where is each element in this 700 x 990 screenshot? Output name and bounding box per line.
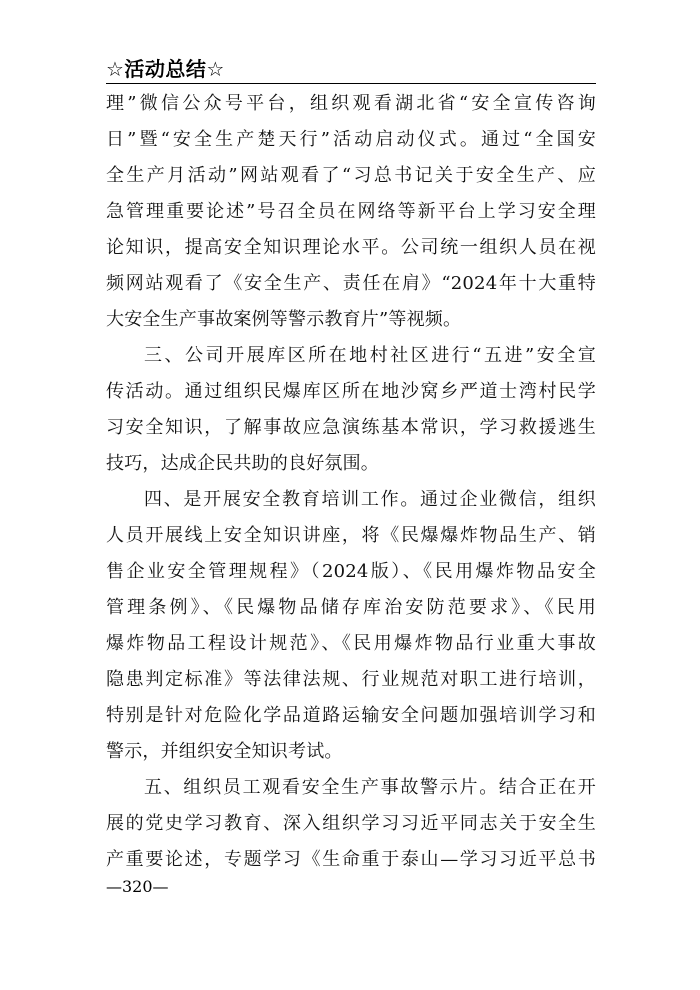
- text-line: 频网站观看了《安全生产、责任在肩》“2024年十大重特: [106, 273, 596, 294]
- page-header: [106, 56, 596, 84]
- text-line: 特别是针对危险化学品道路运输安全问题加强培训学习和: [106, 705, 596, 726]
- header-title: ☆活动总结☆: [106, 57, 225, 81]
- text-line: 理”微信公众号平台，组织观看湖北省“安全宣传咨询: [106, 93, 596, 114]
- text-line: 人员开展线上安全知识讲座，将《民爆爆炸物品生产、销: [106, 525, 596, 546]
- text-line: 隐患判定标准》等法律法规、行业规范对职工进行培训，: [106, 669, 596, 690]
- text-line: 全生产月活动”网站观看了“习总书记关于安全生产、应: [106, 165, 596, 186]
- header-divider: [106, 83, 596, 84]
- text-line: 警示，并组织安全知识考试。: [106, 741, 343, 762]
- text-line: 论知识，提高安全知识理论水平。公司统一组织人员在视: [106, 237, 596, 258]
- text-line: 五、组织员工观看安全生产事故警示片。结合正在开: [144, 777, 596, 798]
- text-line: 习安全知识，了解事故应急演练基本常识，学习救援逃生: [106, 417, 596, 438]
- body-text: [106, 86, 596, 878]
- paragraph-item-five: [106, 770, 596, 878]
- text-line: 急管理重要论述”号召全员在网络等新平台上学习安全理: [106, 201, 596, 222]
- text-line: 产重要论述，专题学习《生命重于泰山—学习习近平总书: [106, 849, 596, 870]
- text-line: 管理条例》、《民爆物品储存库治安防范要求》、《民用: [106, 597, 596, 618]
- text-line: 展的党史学习教育、深入组织学习习近平同志关于安全生: [106, 813, 596, 834]
- paragraph-item-three: [106, 338, 596, 482]
- text-line: 四、是开展安全教育培训工作。通过企业微信，组织: [144, 489, 596, 510]
- page-number: —320—: [106, 877, 169, 896]
- paragraph-item-four: [106, 482, 596, 770]
- text-line: 大安全生产事故案例等警示教育片”等视频。: [106, 309, 462, 330]
- text-line: 三、公司开展库区所在地村社区进行“五进”安全宣: [144, 345, 596, 366]
- text-line: 传活动。通过组织民爆库区所在地沙窝乡严道士湾村民学: [106, 381, 596, 402]
- text-line: 爆炸物品工程设计规范》、《民用爆炸物品行业重大事故: [106, 633, 596, 654]
- text-line: 日”暨“安全生产楚天行”活动启动仪式。通过“全国安: [106, 129, 596, 150]
- text-line: 售企业安全管理规程》（2024版）、《民用爆炸物品安全: [106, 561, 596, 582]
- paragraph-continuation: [106, 86, 596, 338]
- text-line: 技巧，达成企民共助的良好氛围。: [106, 453, 379, 474]
